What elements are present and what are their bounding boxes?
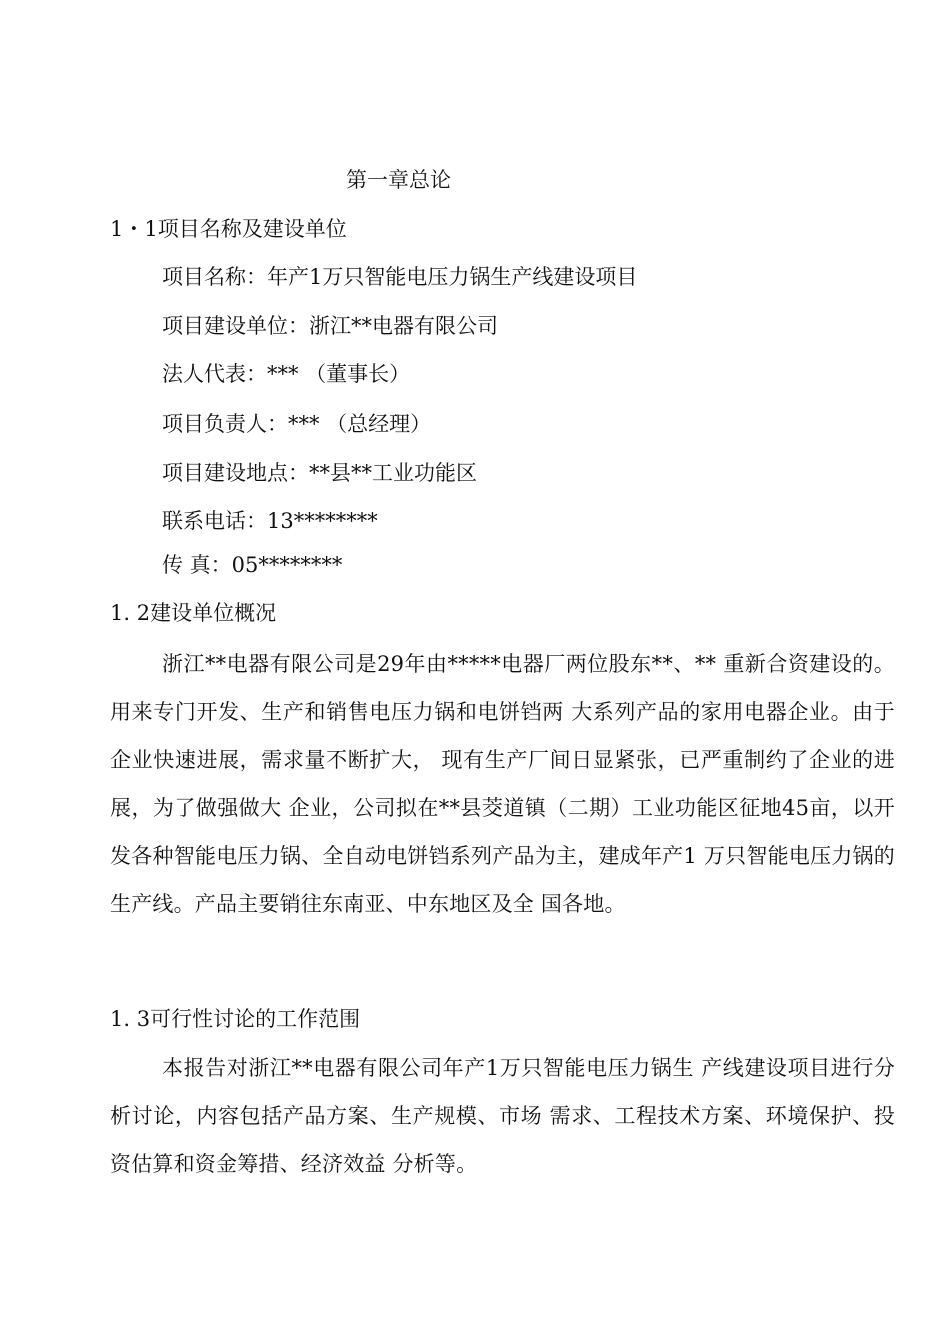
chapter-title: 第一章总论	[346, 168, 451, 192]
paragraph-work-scope: 本报告对浙江**电器有限公司年产1万只智能电压力锅生 产线建设项目进行分析讨论，内容包括产品方案、生产规模、市场 需求、工程技术方案、环境保护、投资估算和资金筹措、经济效益 分析等。	[110, 1056, 895, 1176]
field-fax: 传 真：05********	[162, 553, 343, 577]
section-heading-1-2: 1. 2建设单位概况	[110, 601, 277, 625]
field-project-name: 项目名称：年产1万只智能电压力锅生产线建设项目	[162, 265, 638, 289]
field-project-leader: 项目负责人：*** （总经理）	[162, 412, 432, 436]
field-construction-site: 项目建设地点：**县**工业功能区	[162, 461, 477, 485]
paragraph-company-overview: 浙江**电器有限公司是29年由*****电器厂两位股东**、** 重新合资建设的。用来专门开发、生产和销售电压力锅和电饼铛两 大系列产品的家用电器企业。由于企业快速进展，需求量不断扩大， 现有生产厂间日显紧张，已严重制约了企业的进展，为了做强做大 企业，公司拟在**县茭道镇（二期）工业功能区征地45亩，以开 发各种智能电压力锅、全自动电饼铛系列产品为主，建成年产1 万只智能电压力锅的生产线。产品主要销往东南亚、中东地区及全 国各地。	[110, 652, 895, 916]
section-heading-1-3: 1. 3可行性讨论的工作范围	[110, 1007, 361, 1031]
section-heading-1-1: 1・1项目名称及建设单位	[110, 217, 347, 241]
field-phone: 联系电话：13********	[162, 509, 378, 533]
field-construction-unit: 项目建设单位：浙江**电器有限公司	[162, 314, 498, 338]
field-legal-representative: 法人代表：*** （董事长）	[162, 362, 411, 386]
